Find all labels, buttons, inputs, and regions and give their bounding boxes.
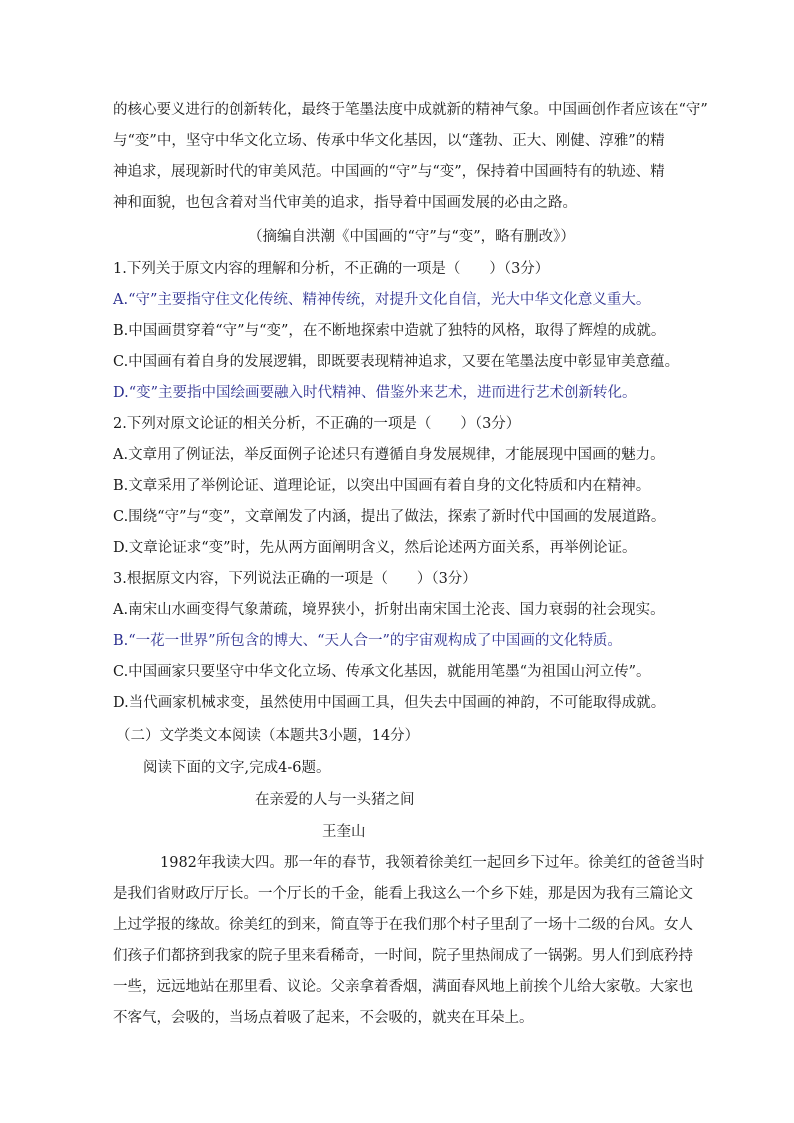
passage-line-2: 与“变”中，坚守中华文化立场、传承中华文化基因，以“蓬勃、正大、刚健、淳雅”的精 xyxy=(113,133,665,149)
q1-stem: 1.下列关于原文内容的理解和分析，不正确的一项是（ ）（3分） xyxy=(113,261,550,277)
story-paragraph-line-2: 是我们省财政厅厅长。一个厅长的千金，能看上我这么一个乡下娃，那是因为我有三篇论文 xyxy=(113,886,693,902)
q2-option-b: B.文章采用了举例论证、道理论证，以突出中国画有着自身的文化特质和内在精神。 xyxy=(113,478,651,494)
q1-option-a: A.“守”主要指守住文化传统、精神传统，对提升文化自信，光大中华文化意义重大。 xyxy=(113,292,651,308)
story-author: 王奎山 xyxy=(322,824,366,840)
q2-option-d: D.文章论证求“变”时，先从两方面阐明含义，然后论述两方面关系，再举例论证。 xyxy=(113,540,637,556)
story-paragraph-line-1: 1982年我读大四。那一年的春节，我领着徐美红一起回乡下过年。徐美红的爸爸当时 xyxy=(160,855,705,871)
section-heading: （二）文学类文本阅读（本题共3小题，14分） xyxy=(116,728,420,744)
story-paragraph-line-4: 们孩子们都挤到我家的院子里来看稀奇，一时间，院子里热闹成了一锅粥。男人们到底矜持 xyxy=(113,948,693,964)
source-citation: （摘编自洪潮《中国画的“守”与“变”，略有删改》） xyxy=(248,229,575,245)
q1-option-d: D.“变”主要指中国绘画要融入时代精神、借鉴外来艺术，进而进行艺术创新转化。 xyxy=(113,385,637,401)
passage-line-3: 神追求，展现新时代的审美风范。中国画的“守”与“变”，保持着中国画特有的轨迹、精 xyxy=(113,164,665,180)
q1-option-c: C.中国画有着自身的发展逻辑，即既要表现精神追求，又要在笔墨法度中彰显审美意蕴。 xyxy=(113,354,680,370)
story-paragraph-line-6: 不客气，会吸的，当场点着吸了起来，不会吸的，就夹在耳朵上。 xyxy=(113,1010,534,1026)
q3-option-b: B.“一花一世界”所包含的博大、“天人合一”的宇宙观构成了中国画的文化特质。 xyxy=(113,633,622,649)
passage-line-1: 的核心要义进行的创新转化，最终于笔墨法度中成就新的精神气象。中国画创作者应该在“守” xyxy=(113,102,708,118)
q2-option-a: A.文章用了例证法，举反面例子论述只有遵循自身发展规律，才能展现中国画的魅力。 xyxy=(113,447,665,463)
section-instruction: 阅读下面的文字,完成4-6题。 xyxy=(143,760,331,776)
story-paragraph-line-3: 上过学报的缘故。徐美红的到来，简直等于在我们那个村子里刮了一场十二级的台风。女人 xyxy=(113,917,693,933)
story-paragraph-line-5: 一些，远远地站在那里看、议论。父亲拿着香烟，满面春风地上前挨个儿给大家敬。大家也 xyxy=(113,979,693,995)
q1-option-b: B.中国画贯穿着“守”与“变”，在不断地探索中造就了独特的风格，取得了辉煌的成就。 xyxy=(113,323,666,339)
q2-stem: 2.下列对原文论证的相关分析，不正确的一项是（ ）（3分） xyxy=(113,416,521,432)
q3-option-a: A.南宋山水画变得气象萧疏，境界狭小，折射出南宋国土沦丧、国力衰弱的社会现实。 xyxy=(113,602,665,618)
q3-option-d: D.当代画家机械求变，虽然使用中国画工具，但失去中国画的神韵，不可能取得成就。 xyxy=(113,695,666,711)
q3-stem: 3.根据原文内容，下列说法正确的一项是（ ）（3分） xyxy=(113,571,477,587)
q2-option-c: C.围绕“守”与“变”，文章阐发了内涵，提出了做法，探索了新时代中国画的发展道路。 xyxy=(113,509,666,525)
story-title: 在亲爱的人与一头猪之间 xyxy=(255,792,415,808)
passage-line-4: 神和面貌，也包含着对当代审美的追求，指导着中国画发展的必由之路。 xyxy=(113,195,577,211)
q3-option-c: C.中国画家只要坚守中华文化立场、传承文化基因，就能用笔墨“为祖国山河立传”。 xyxy=(113,664,651,680)
